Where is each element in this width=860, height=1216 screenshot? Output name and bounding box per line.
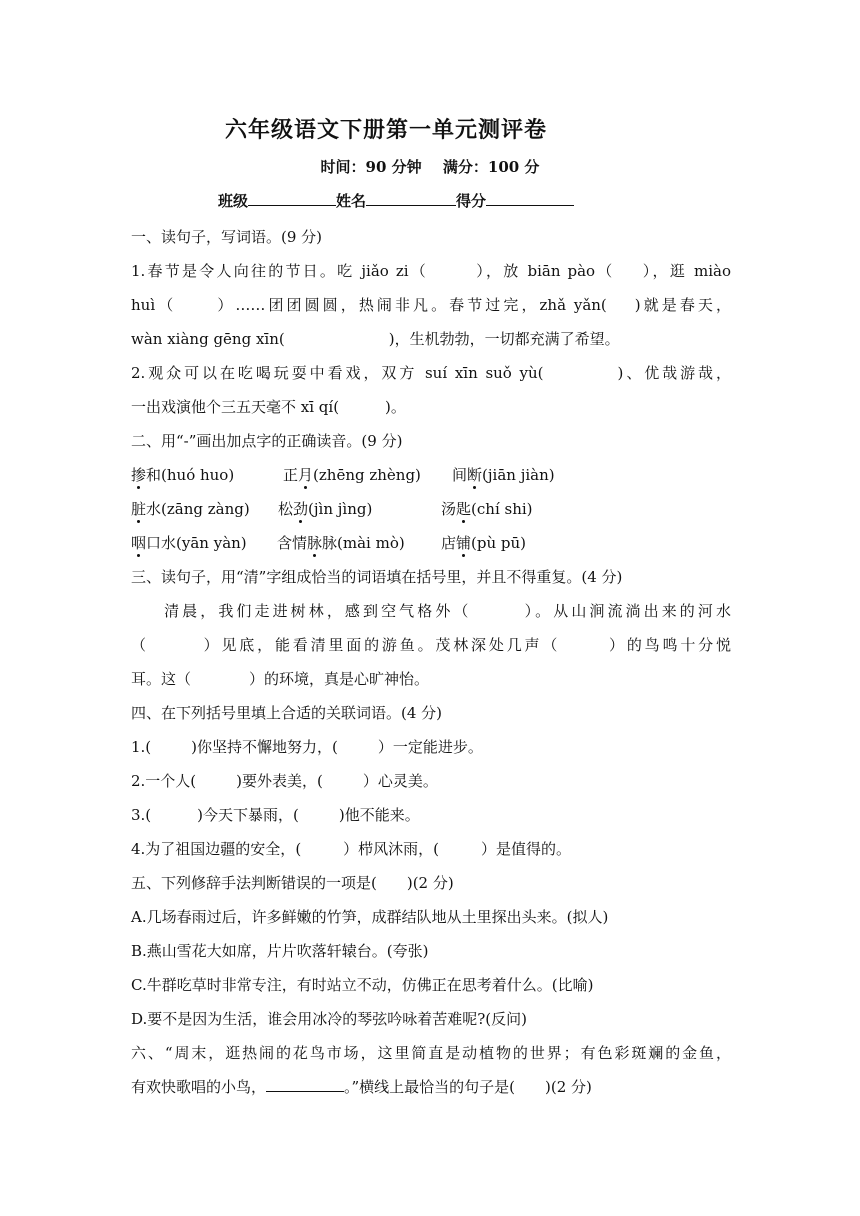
text-segment: )今天下暴雨，( — [197, 806, 299, 824]
exam-body — [131, 220, 731, 1104]
section-1-line-2 — [131, 288, 731, 322]
student-info-row — [218, 190, 574, 211]
text-segment: 有欢快歌唱的小鸟， — [131, 1078, 267, 1096]
item-text: 汤 — [441, 500, 457, 518]
item-text: (chí shi) — [471, 500, 533, 518]
section-3-line-3 — [131, 662, 731, 696]
item-text: 和(huó huo) — [146, 466, 235, 484]
text-segment: )就是春天， — [634, 296, 731, 314]
text-segment: 1.春节是令人向往的节日。吃 jiǎo zi（ — [131, 262, 429, 280]
text-segment: )他不能来。 — [338, 806, 420, 824]
pronunciation-item — [452, 466, 555, 484]
item-text: 店 — [441, 534, 457, 552]
pronunciation-item — [441, 500, 533, 518]
section-3-line-2 — [131, 628, 731, 662]
section-4-q3 — [131, 798, 731, 832]
pronunciation-item — [131, 526, 277, 560]
dotted-char: 掺 — [131, 466, 147, 484]
text-segment: ）……团团圆圆，热闹非凡。春节过完，zhǎ yǎn( — [214, 296, 607, 314]
text-segment: )，生机勃勃，一切都充满了希望。 — [388, 330, 620, 348]
section-6-line-1: 六、“周末，逛热闹的花鸟市场，这里简直是动植物的世界；有色彩斑斓的金鱼， — [131, 1044, 731, 1062]
text-segment: 2.观众可以在吃喝玩耍中看戏，双方 suí xīn suǒ yù( — [131, 364, 544, 382]
pronunciation-item — [283, 458, 452, 492]
option-b: B.燕山雪花大如席，片片吹落轩辕台。(夸张) — [131, 942, 429, 960]
exam-meta — [0, 156, 860, 177]
dotted-char: 断 — [467, 466, 483, 484]
text-segment: （ — [131, 636, 149, 654]
text-segment: )、优哉游哉， — [617, 364, 731, 382]
class-blank[interactable] — [248, 190, 336, 206]
section-2-row-3 — [131, 526, 731, 560]
dotted-char: 咽 — [131, 534, 147, 552]
text-segment: 2.一个人( — [131, 772, 197, 790]
dotted-char: 月 — [298, 466, 314, 484]
pronunciation-item — [131, 458, 283, 492]
text-segment: ）是值得的。 — [481, 840, 572, 858]
item-text: 正 — [283, 466, 299, 484]
section-4-q4 — [131, 832, 731, 866]
item-text: 松 — [278, 500, 294, 518]
item-text: (zhēng zhèng) — [313, 466, 421, 484]
text-segment: ）的环境，真是心旷神怡。 — [249, 670, 430, 688]
section-6-line-2 — [131, 1070, 731, 1104]
section-1-line-3 — [131, 322, 731, 356]
score-label: 得分 — [456, 192, 487, 210]
section-5-heading: 五、下列修辞手法判断错误的一项是( )(2 分) — [131, 874, 454, 892]
section-4-heading: 四、在下列括号里填上合适的关联词语。(4 分) — [131, 704, 443, 722]
text-segment: ）的鸟鸣十分悦 — [606, 636, 731, 654]
text-segment: 清晨，我们走进树林，感到空气格外（ — [161, 602, 472, 620]
exam-title: 六年级语文下册第一单元测评卷 — [225, 117, 548, 143]
item-text: (pù pū) — [471, 534, 527, 552]
item-text: 口水(yān yàn) — [146, 534, 247, 552]
text-segment: )。 — [385, 398, 406, 416]
text-segment: huì（ — [131, 296, 177, 314]
section-3-heading: 三、读句子，用“清”字组成恰当的词语填在括号里，并且不得重复。(4 分) — [131, 568, 623, 586]
section-1-heading: 一、读句子，写词语。(9 分) — [131, 228, 323, 246]
text-segment: ），逛 miào — [640, 262, 731, 280]
text-segment: ）栉风沐雨，( — [343, 840, 440, 858]
name-blank[interactable] — [366, 190, 456, 206]
text-segment: )要外表美，( — [236, 772, 323, 790]
text-segment: 4.为了祖国边疆的安全，( — [131, 840, 302, 858]
dotted-char: 铺 — [456, 534, 472, 552]
section-1-line-1 — [131, 254, 731, 288]
pronunciation-item — [441, 534, 526, 552]
pronunciation-item — [131, 492, 278, 526]
text-segment: ），放 biān pào（ — [474, 262, 615, 280]
dotted-char: 脉 — [307, 534, 323, 552]
exam-full-score: 满分：100 分 — [442, 158, 540, 176]
pronunciation-item — [277, 526, 441, 560]
section-4-q2 — [131, 764, 731, 798]
item-text: (jìn jìng) — [308, 500, 373, 518]
item-text: 水(zāng zàng) — [146, 500, 250, 518]
item-text: 含情 — [277, 534, 308, 552]
text-segment: 1.( — [131, 738, 152, 756]
dotted-char: 脏 — [131, 500, 147, 518]
section-3-line-1 — [131, 594, 731, 628]
option-d: D.要不是因为生活，谁会用冰冷的琴弦吟咏着苦难呢?(反问) — [131, 1010, 528, 1028]
pronunciation-item — [278, 492, 441, 526]
text-segment: 。”横线上最恰当的句子是( )(2 分) — [344, 1078, 592, 1096]
item-text: (jiān jiàn) — [482, 466, 555, 484]
section-2-heading: 二、用“-”画出加点字的正确读音。(9 分) — [131, 432, 403, 450]
option-c: C.牛群吃草时非常专注，有时站立不动，仿佛正在思考着什么。(比喻) — [131, 976, 594, 994]
section-2-row-1 — [131, 458, 731, 492]
text-segment: 一出戏演他个三五天毫不 xī qí( — [131, 398, 340, 416]
class-label: 班级 — [218, 192, 249, 210]
dotted-char: 匙 — [456, 500, 472, 518]
item-text: 间 — [452, 466, 468, 484]
score-blank[interactable] — [486, 190, 574, 206]
answer-underline[interactable] — [266, 1076, 344, 1092]
dotted-char: 劲 — [293, 500, 309, 518]
text-segment: )你坚持不懈地努力，( — [191, 738, 338, 756]
text-segment: ）见底，能看清里面的游鱼。茂林深处几声（ — [200, 636, 561, 654]
option-a: A.几场春雨过后，许多鲜嫩的竹笋，成群结队地从土里探出头来。(拟人) — [131, 908, 609, 926]
text-segment: wàn xiàng gēng xīn( — [131, 330, 285, 348]
text-segment: 耳。这（ — [131, 670, 192, 688]
section-4-q1 — [131, 730, 731, 764]
section-1-line-5 — [131, 390, 731, 424]
section-2-row-2 — [131, 492, 731, 526]
text-segment: ）。从山涧流淌出来的河水 — [521, 602, 731, 620]
text-segment: 3.( — [131, 806, 152, 824]
section-1-line-4 — [131, 356, 731, 390]
text-segment: ）心灵美。 — [362, 772, 438, 790]
exam-time: 时间：90 分钟 — [320, 158, 422, 176]
item-text: 脉(mài mò) — [322, 534, 405, 552]
text-segment: ）一定能进步。 — [377, 738, 483, 756]
name-label: 姓名 — [336, 192, 367, 210]
